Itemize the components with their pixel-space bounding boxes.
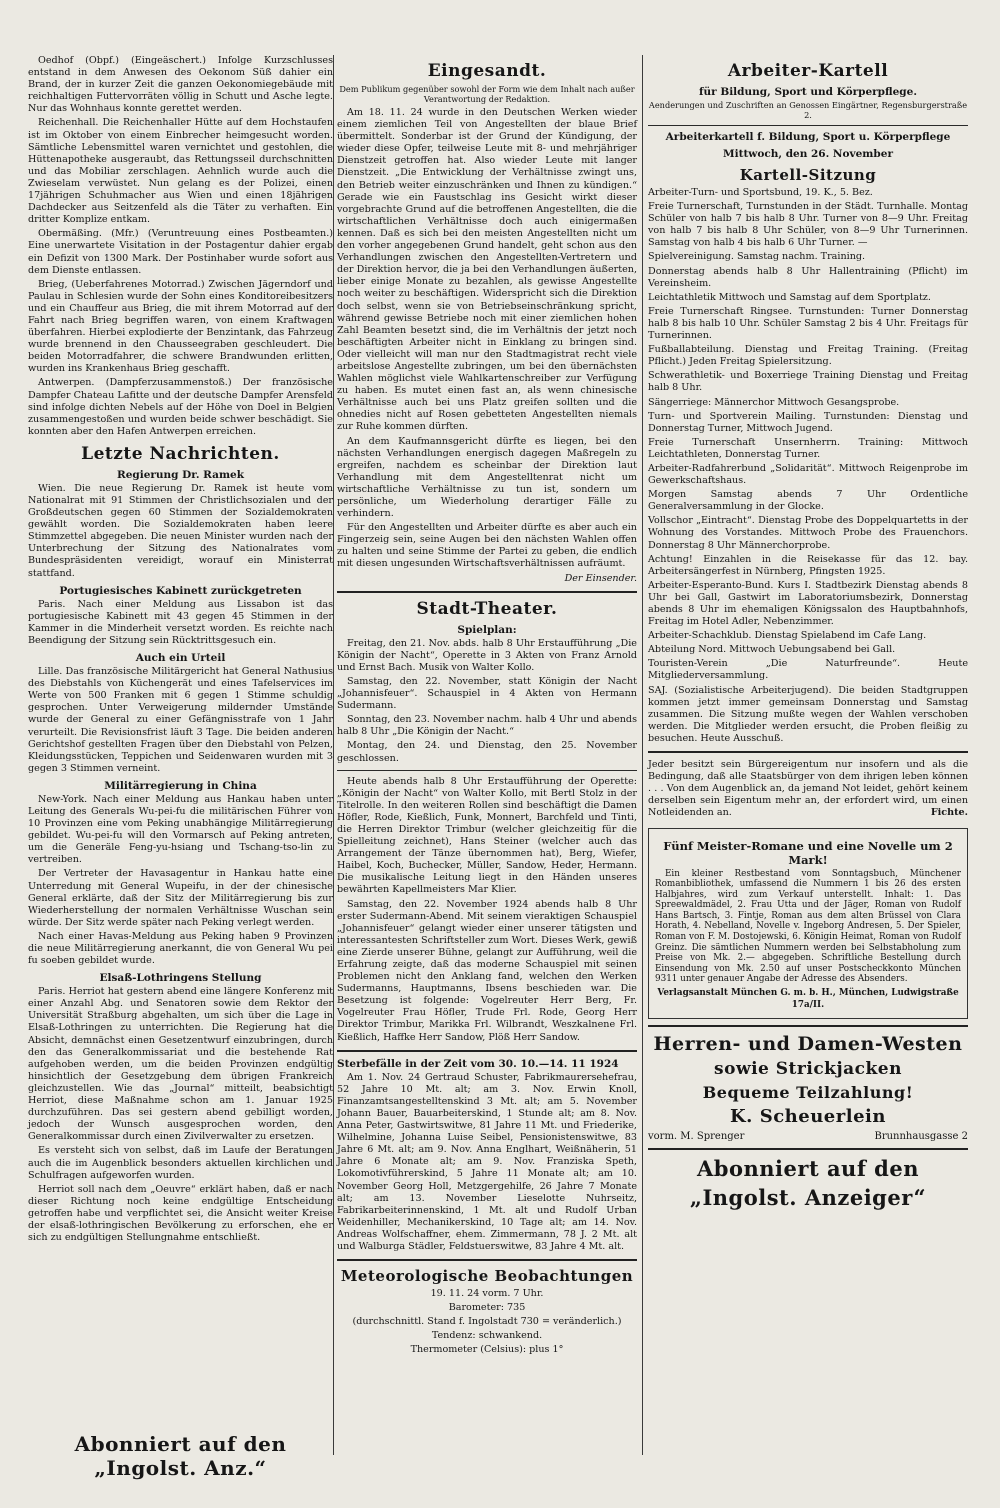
subheading-urteil: Auch ein Urteil — [135, 652, 226, 665]
club-notice: Fußballabteilung. Dienstag und Freitag Training. (Freitag Pflicht.) Jeden Freitag Spielersitzung. — [648, 344, 968, 368]
ad-body: Ein kleiner Restbestand vom Sonntagsbuch, Münchener Romanbibliothek, umfassend die Nummern 1 bis 26 des ersten Halbjahres, wird zum Verkauf unterstellt. Inhalt: 1. Das Spreewaldmädel, 2. Frau Utta und der Jäger, Roman von Rudolf Hans Bartsch, 3. Fintje, Roman aus dem alten Brüssel von Clara Horath, 4. Nebelland, Novelle v. Ingeborg Andresen, 5. Der Spieler, Roman von F. M. Dostojewski, 6. Königin Heimat, Roman von Rudolf Greinz. Die sämtlichen Nummern werden bei Selbstabholung zum Preise von Mk. 2.— abgegeben. Schriftliche Bestellung durch Einsendung von Mk. 2.50 auf unser Postscheckkonto München 9311 unter genauer Angabe der Adresse des Absenders. — [655, 868, 961, 985]
article-obermaessing: Obermäßing. (Mfr.) (Veruntreuung eines Postbeamten.) Eine unerwartete Visitation in der Postagentur dahier ergab ein Defizit von 1300 Mark. Der Postinhaber wurde sofort aus dem Dienste entlassen. — [28, 228, 333, 276]
clothing-ad-line2: sowie Strickjacken — [714, 1059, 902, 1080]
theater-review: Heute abends halb 8 Uhr Erstaufführung der Operette: „Königin der Nacht“ von Walter Kollo, mit Bertl Stolz in der Titelrolle. In den weiteren Rollen sind beschäftigt die Damen Höfler, Rode, Kießlich, Funk, Monnert, Barchfeld und Tinti, die Herren Direktor Trimbur (welcher gleichzeitig für die Spielleitung zeichnet), Hans Steiner (welcher auch das Arrangement der Tänze übernommen hat), Berg, Wiefer, Haibel, Koch, Buchecker, Müller, Sandow, Heder, Hermann. Die musikalische Leitung liegt in den Händen unseres bewährten Kapellmeisters Mar Klier. — [337, 775, 637, 896]
column-kartell — [648, 55, 968, 1214]
subscription-ad-bottom: Abonniert auf den „Ingolst. Anz.“ — [74, 1432, 287, 1480]
divider — [648, 1025, 968, 1027]
column-local-news — [28, 55, 333, 1246]
letter-paragraph: Am 18. 11. 24 wurde in den Deutschen Werken wieder einem ziemlichen Teil von Angestellten der blaue Brief übermittelt. Sonderbar ist der Grund der Kündigung, der wieder diese Opfer, teilweise Leute mit 8- und mehrjähriger Dienstzeit getroffen hat. Also wieder Leute mit langer Dienstzeit. „Die Entwicklung der Verhältnisse zwingt uns, den Betrieb weiter einzuschränken und Ihnen zu kündigen.“ Gerade wie ein Faustschlag ins Gesicht wirkt dieser vorgebrachte Grund auf die betroffenen Angestellten, die die wirtschaftlichen Verhältnisse doch auch einigermaßen kennen. Daß es sich bei den meisten Angestellten nicht um den vorher angegebenen Grund handelt, geht schon aus den Verhandlungen zwischen den Angestellten-Vertretern und der Direktion hervor, die ja bei den Verhandlungen äußerten, lieber einige Monate zu bezahlen, als gewisse Angestellte noch weiter zu beschäftigen. Widerspricht sich die Direktion doch selbst, wenn sie von Betriebseinschränkung spricht, während gewisse Betriebe noch mit einer ziemlichen hohen Zahl Beamten besetzt sind, die im Verhältnis der jetzt noch beschäftigten Arbeiter nicht in Einklang zu bringen sind. Oder vielleicht will man nur den Stadtmagistrat recht viele arbeitslose Angestellte zubringen, um bei den übernächsten Wahlen möglichst viele Wahlkartenschreiber zur Verfügung zu haben. Es mutet einen fast an, als wenn chinesische Verhältnisse auch bei uns Platz greifen sollten und die ohnedies nicht auf Rosen gebetteten Angestellten niemals zur Ruhe kommen dürften. — [337, 107, 637, 433]
ad-title: Fünf Meister-Romane und eine Novelle um 2 Mark! — [663, 838, 953, 867]
clothing-ad-merchant: K. Scheuerlein — [730, 1106, 886, 1128]
subheading-spielplan: Spielplan: — [457, 623, 517, 636]
club-notice: Abteilung Nord. Mittwoch Uebungsabend bei Gall. — [648, 644, 896, 656]
club-notice: Freie Turnerschaft, Turnstunden in der Städt. Turnhalle. Montag Schüler von halb 7 bis halb 8 Uhr. Turner von 8—9 Uhr. Freitag von halb 7 bis halb 8 Uhr Schüler, von 8—9 Uhr Turnerinnen. Samstag von halb 4 bis halb 6 Uhr Turner. — — [648, 201, 968, 249]
article-oedhof: Oedhof (Obpf.) (Eingeäschert.) Infolge Kurzschlusses entstand in dem Anwesen des Oekonom Süß dahier ein Brand, der in kurzer Zeit die ganzen Oekonomiegebäude mit reichhaltigen Futtervorräten völlig in Schutt und Asche legte. Nur das Wohnhaus konnte gerettet werden. — [28, 55, 333, 115]
playbill-entry: Freitag, den 21. Nov. abds. halb 8 Uhr Erstaufführung „Die Königin der Nacht“, Operette in 3 Akten von Franz Arnold und Ernst Bach. Musik von Walter Kollo. — [337, 637, 637, 673]
article-brieg: Brieg, (Ueberfahrenes Motorrad.) Zwischen Jägerndorf und Paulau in Schlesien wurde der Sohn eines Konditoreibesitzers und ein Chauffeur aus Brieg, die mit ihrem Motorrad auf der Fahrt nach Brieg begriffen waren, von einem Kraftwagen überfahren. Hierbei explodierte der Benzintank, das Fahrzeug wurde brennend in den Chausseegraben geschleudert. Die beiden Motorradfahrer, die schwere Brandwunden erlitten, wurden ins Krankenhaus Brieg geschafft. — [28, 278, 333, 375]
club-notice: Leichtathletik Mittwoch und Samstag auf dem Sportplatz. — [648, 291, 931, 303]
playbill-entry: Montag, den 24. und Dienstag, den 25. November geschlossen. — [337, 740, 637, 764]
article-havas-peking: Nach einer Havas-Meldung aus Peking haben 9 Provinzen die neue Militärregierung anerkannt, die von General Wu pei fu soeben gebildet wurde. — [28, 930, 333, 967]
club-notice: Arbeiter-Turn- und Sportsbund, 19. K., 5. Bez. — [648, 187, 873, 198]
club-notice: Morgen Samstag abends 7 Uhr Ordentliche Generalversammlung in der Glocke. — [648, 489, 968, 513]
column-eingesandt — [337, 55, 637, 1359]
article-reichenhall: Reichenhall. Die Reichenhaller Hütte auf dem Hochstaufen ist im Oktober von einem Einbrecher heimgesucht worden. Sämtliche Lebensmittel waren vernichtet und gestohlen, die Hüttenapotheke ausgeraubt, das Rettungsseil durchschnitten und das Mobiliar zerschlagen. Aehnlich wurde auch die Zwieselam verwüstet. Nun gelang es der Polizei, einen 17jährigen Schuhmacher aus Wien und einen 18jährigen Dachdecker aus Seitzenfeld als die Täter zu verhaften. Ein dritter Komplize entkam. — [28, 117, 333, 226]
article-lille: Lille. Das französische Militärgericht hat General Nathusius des Diebstahls von Küchengerät und eines Tafelservices im Werte von 500 Franken mit 6 gegen 1 Stimme schuldig gesprochen. Unter Verweigerung mildernder Umstände wurde der General zu einer Gefängnisstrafe von 1 Jahr verurteilt. Die Revisionsfrist läuft 3 Tage. Die beiden anderen Gerichtshof gestellten Fragen über den Diebstahl von Pelzen, Kleidungsstücken, Teppichen und Seidenwaren wurden mit 3 gegen 3 Stimmen verneint. — [28, 666, 333, 774]
divider — [337, 770, 637, 771]
weather-barometer: Barometer: 735 — [448, 1302, 526, 1314]
kartell-address: Aenderungen und Zuschriften an Genossen Eingärtner, Regensburgerstraße 2. — [648, 100, 968, 120]
club-notice: Vollschor „Eintracht“. Dienstag Probe des Doppelquartetts in der Wohnung des Vorstandes. Mittwoch Probe des Frauenchors. Donnerstag 8 Uhr Männerchorprobe. — [648, 515, 968, 551]
column-rule — [642, 55, 643, 1455]
club-notice: Arbeiter-Esperanto-Bund. Kurs I. Stadtbezirk Dienstag abends 8 Uhr bei Gall, Gastwirt im Laboratoriumsbezirk, Donnerstag abends 8 Uhr im ehemaligen Königssalon des Hauptbahnhofs, Freitag im Hotel Adler, Nebenzimmer. — [648, 579, 968, 628]
club-notice: Touristen-Verein „Die Naturfreunde“. Heute Mitgliederversammlung. — [648, 658, 968, 682]
subscription-ad-line1: Abonniert auf den — [697, 1156, 919, 1182]
meeting-date: Mittwoch, den 26. November — [723, 148, 893, 160]
letter-paragraph: An dem Kaufmannsgericht dürfte es liegen, bei den nächsten Verhandlungen energisch dagegen Maßregeln zu ergreifen, nachdem es scheinbar der Direktion laut Verhandlung mit dem Angestelltenrat nicht um wirtschaftliche Verhältnisse zu tun ist, sondern um persönliche, um Wiederholung derartiger Fälle zu verhindern. — [337, 435, 637, 520]
clothing-ad-address — [648, 1131, 968, 1142]
club-notice: Sängerriege: Männerchor Mittwoch Gesangsprobe. — [648, 396, 900, 408]
kartell-name: Arbeiterkartell f. Bildung, Sport u. Körperpflege — [665, 131, 951, 143]
subscription-ad-line2: „Ingolst. Anzeiger“ — [689, 1185, 927, 1211]
kartell-subtitle: für Bildung, Sport und Körperpflege. — [698, 86, 917, 98]
weather-tendency: Tendenz: schwankend. — [431, 1330, 543, 1342]
article-paris-herriot: Paris. Herriot hat gestern abend eine längere Konferenz mit einer Anzahl Abg. und Senatoren sowie dem Rektor der Universität Straßburg abgehalten, um sich über die Lage in Elsaß-Lothringen zu unterrichten. Die Regierung hat die Absicht, demnächst einen Gesetzentwurf einzubringen, durch den das Generalkommissariat und die bestehende Rat aufgehoben werden, um die beiden Provinzen endgültig hinsichtlich der Gesetzgebung dem übrigen Frankreich gleichzustellen. Wie das „Journal“ mitteilt, beabsichtigt Herriot, diese Maßnahme schon am 1. Januar 1925 durchzuführen. Das sei gestern abend gebilligt worden, jedoch der Wunsch ausgesprochen worden, den Generalkommissar durch einen Zivilverwalter zu ersetzen. — [28, 986, 333, 1143]
letter-paragraph: Für den Angestellten und Arbeiter dürfte es aber auch ein Fingerzeig sein, seine Augen bei den nächsten Wahlen offen zu halten und seine Stimme der Partei zu geben, die endlich mit diesen ungesunden Wirtschaftsverhältnissen aufräumt. — [337, 522, 637, 570]
theater-review: Samstag, den 22. November 1924 abends halb 8 Uhr erster Sudermann-Abend. Mit seinem vieraktigen Schauspiel „Johannisfeuer“ gelangt wieder einer unserer tätigsten und interessantesten Schriftsteller zum Wort. Dieses Werk, gewiß eine Zierde unserer Bühne, gelangt zur Aufführung, weil die Erfahrung zeigte, daß das moderne Schauspiel mit seinen Problemen nicht den Anklang fand, welchen den Werken Sudermanns, Hauptmanns, Ibsens beschieden war. Die Besetzung ist folgende: Vogelreuter Herr Berg, Fr. Vogelreuter Frau Höfler, Trude Frl. Rode, Georg Herr Direktor Trimbur, Marikka Frl. Wilbrandt, Weszkalnene Frl. Kießlich, Haffke Herr Sandow, Plöß Herr Sandow. — [337, 898, 637, 1043]
section-heading-theater: Stadt-Theater. — [416, 598, 558, 619]
column-rule — [333, 55, 334, 1455]
playbill-entry: Sonntag, den 23. November nachm. halb 4 Uhr und abends halb 8 Uhr „Die Königin der Nacht.“ — [337, 714, 637, 738]
ad-publisher: Verlagsanstalt München G. m. b. H., München, Ludwigstraße 17a/II. — [657, 988, 959, 1011]
weather-time: 19. 11. 24 vorm. 7 Uhr. — [430, 1288, 544, 1300]
letter-signature: Der Einsender. — [564, 572, 637, 584]
club-notice: Schwerathletik- und Boxerriege Training Dienstag und Freitag halb 8 Uhr. — [648, 370, 968, 394]
article-havas-hankau: Der Vertreter der Havasagentur in Hankau hatte eine Unterredung mit General Wupeifu, in der der chinesische General erklärte, daß der Sitz der Militärregierung bis zur Wiederherstellung der normalen Verhältnisse Wuschan sein würde. Der Sitz werde später nach Peking verlegt werden. — [28, 868, 333, 928]
divider — [337, 1259, 637, 1261]
section-heading-latest-news: Letzte Nachrichten. — [81, 443, 280, 464]
playbill-entry: Samstag, den 22. November, statt Königin der Nacht „Johannisfeuer“. Schauspiel in 4 Akten von Hermann Sudermann. — [337, 675, 637, 712]
divider — [648, 125, 968, 126]
article-new-york: New-York. Nach einer Meldung aus Hankau haben unter Leitung des Generals Wu-pei-fu die militärischen Führer von 10 Provinzen eine vom Peking unabhängige Militärregierung gebildet. Wu-pei-fu will den Vormarsch auf Peking antreten, um die Generäle Feng-yu-hsiang und Tschang-tso-lin zu vertreiben. — [28, 793, 333, 866]
subheading-deaths: Sterbefälle in der Zeit vom 30. 10.—14. 11 1924 — [337, 1057, 619, 1070]
quote-author: Fichte. — [930, 807, 968, 819]
subheading-portugal: Portugiesisches Kabinett zurückgetreten — [59, 584, 302, 597]
clothing-ad-former: vorm. M. Sprenger — [648, 1131, 745, 1143]
club-notice: Donnerstag abends halb 8 Uhr Hallentraining (Pflicht) im Vereinsheim. — [648, 265, 968, 289]
club-notice: Freie Turnerschaft Unsernherrn. Training: Mittwoch Leichtathleten, Donnerstag Turner. — [648, 436, 968, 460]
club-notice: Arbeiter-Schachklub. Dienstag Spielabend im Cafe Lang. — [648, 630, 927, 642]
editorial-disclaimer: Dem Publikum gegenüber sowohl der Form wie dem Inhalt nach außer Verantwortung der Redaktion. — [339, 84, 635, 104]
article-wien: Wien. Die neue Regierung Dr. Ramek ist heute vom Nationalrat mit 91 Stimmen der Christlichsozialen und der Großdeutschen gegen 60 Stimmen der Sozialdemokraten gewählt worden. Die Sozialdemokraten haben leere Stimmzettel abgegeben. Die neuen Minister wurden nach der Unterbrechung der Sitzung des Nationalrates vom Bundespräsidenten vereidigt, worauf ein Ministerrat stattfand. — [28, 482, 333, 579]
death-notices: Am 1. Nov. 24 Gertraud Schuster, Fabrikmaurersehefrau, 52 Jahre 10 Mt. alt; am 3. Nov. Erwin Knoll, Finanzamtsangestelltenskind 3 Mt. alt; am 5. November Johann Bauer, Bauarbeiterskind, 1 Stunde alt; am 8. Nov. Anna Peter, Gastwirtswitwe, 81 Jahre 11 Mt. und Friederike, Wilhelmine, Johanna Luise Seibel, Pensionistenswitwe, 83 Jahre 6 Mt. alt; am 9. Nov. Anna Englhart, Weißnäherin, 51 Jahre 6 Monate alt; am 9. Nov. Franziska Speth, Lokomotivführerskind, 5 Jahre 11 Monate alt; am 10. November Georg Holl, Metzgergehilfe, 26 Jahre 7 Monate alt; am 13. November Lieselotte Nuhrseitz, Fabrikarbeiterinnenskind, 1 Mt. alt und Rudolf Urban Weidenhiller, Mechanikerskind, 10 Tage alt; am 14. Nov. Andreas Wolfschaffner, ehem. Zimmermann, 78 J. 2 Mt. alt und Walburga Städler, Feldstuerswitwe, 83 Jahre 4 Mt. alt. — [337, 1071, 637, 1252]
club-notice: Turn- und Sportverein Mailing. Turnstunden: Dienstag und Donnerstag Turner, Mittwoch Jugend. — [648, 410, 968, 434]
subheading-ramek: Regierung Dr. Ramek — [116, 468, 245, 481]
clothing-ad-street: Brunnhausgasse 2 — [874, 1131, 968, 1143]
divider — [337, 591, 637, 593]
club-notice: Arbeiter-Radfahrerbund „Solidarität“. Mittwoch Reigenprobe im Gewerkschaftshaus. — [648, 462, 968, 487]
meeting-title: Kartell-Sitzung — [739, 166, 877, 184]
subheading-elsass: Elsaß-Lothringens Stellung — [99, 972, 262, 985]
club-notice: Freie Turnerschaft Ringsee. Turnstunden: Turner Donnerstag halb 8 bis halb 10 Uhr. Schüler Samstag 2 bis 4 Uhr. Freitags für Turnerinnen. — [648, 305, 968, 342]
article-paris-portugal: Paris. Nach einer Meldung aus Lissabon ist das portugiesische Kabinett mit 43 gegen 45 Stimmen in der Kammer in die Minderheit versetzt worden. Es reichte nach Beendigung der Sitzung sein Rücktrittsgesuch ein. — [28, 598, 333, 646]
clothing-ad-line1: Herren- und Damen-Westen — [653, 1033, 963, 1056]
subheading-china: Militärregierung in China — [104, 779, 257, 792]
weather-average: (durchschnittl. Stand f. Ingolstadt 730 = veränderlich.) — [352, 1316, 622, 1328]
divider — [648, 751, 968, 753]
article-oeuvre: Herriot soll nach dem „Oeuvre“ erklärt haben, daß er nach dieser Richtung noch keine endgültige Entscheidung getroffen habe und verpflichtet sei, die Ansicht weiter Kreise der elsaß-lothringischen Bevölkerung zu erforschen, ehe er sich zu endgültigen Stellungnahme entschließt. — [28, 1183, 333, 1244]
article-antwerpen: Antwerpen. (Dampferzusammenstoß.) Der französische Dampfer Chateau Lafitte und der deutsche Dampfer Arensfeld sind infolge dichten Nebels auf der Höhe von Doel in Belgien zusammengestoßen und wurden beide schwer beschädigt. Sie konnten aber den Hafen Antwerpen erreichen. — [28, 377, 333, 437]
section-heading-eingesandt: Eingesandt. — [427, 61, 547, 81]
club-notice: Achtung! Einzahlen in die Reisekasse für das 12. bay. Arbeitersängerfest in Nürnberg, Pfingsten 1925. — [648, 553, 968, 577]
club-notice: Spielvereinigung. Samstag nachm. Training. — [648, 251, 866, 263]
weather-thermometer: Thermometer (Celsius): plus 1° — [410, 1344, 564, 1356]
fichte-quote — [648, 759, 968, 819]
novel-offer-ad — [648, 828, 968, 1020]
divider — [337, 1050, 637, 1052]
quote-text: Jeder besitzt sein Bürgereigentum nur insofern und als die Bedingung, daß alle Staatsbürger von dem ihrigen leben können . . . Von dem Augenblick an, da jemand Not leidet, gehört keinem derselben sein Eigentum mehr an, der erfordert wird, um einen Notleidenden an. — [648, 759, 968, 819]
club-notice: SAJ. (Sozialistische Arbeiterjugend). Die beiden Stadtgruppen kommen jetzt immer gemeinsam Donnerstag und Samstag zusammen. Die Sitzung mußte wegen der Wahlen verschoben werden. Die Mitglieder werden ersucht, die Proben fleißig zu besuchen. Heute Ausschuß. — [648, 684, 968, 744]
section-heading-weather: Meteorologische Beobachtungen — [340, 1267, 634, 1286]
section-heading-kartell: Arbeiter-Kartell — [727, 61, 889, 81]
divider — [648, 1148, 968, 1150]
article-schulfragen: Es versteht sich von selbst, daß im Laufe der Beratungen auch die im Augenblick besonders aktuellen kirchlichen und Schulfragen aufgeworfen wurden. — [28, 1145, 333, 1181]
clothing-ad-line3: Bequeme Teilzahlung! — [702, 1083, 914, 1103]
